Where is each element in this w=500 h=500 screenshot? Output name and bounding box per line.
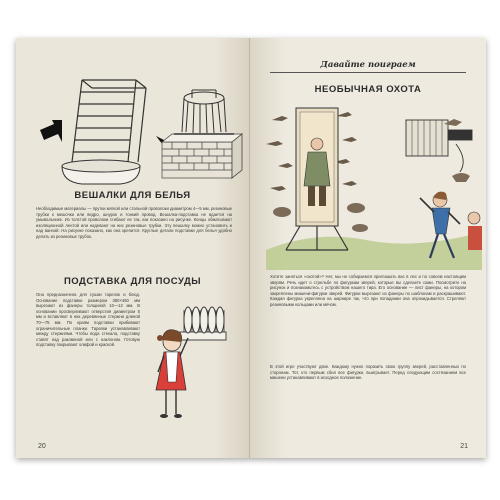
section-heading-laundry-racks: ВЕШАЛКИ ДЛЯ БЕЛЬЯ <box>74 190 191 201</box>
laundry-racks-text: Необходимые материалы — прутки мягкой или стальной проволоки диаметром 4—5 мм, резиновые трубки к мешочки или ведро, шнурок и тонкий провод. Вешалка-подставка не вдается на умывальнике. Из толстой проволоки сгибают ее так, как показано на рисунке. Концы обматывают изоляционной лентой или надевают на них резиновые трубки. Эту вешалку можно установить и над ванной. На рисунке показано, как она крепится. Круглые детали подставки для белья удобно делать из резиновых трубок. <box>36 206 232 239</box>
right-page <box>250 38 486 458</box>
article-rules-text: В этой игре участвуют двое. Каждому нужно поразить свою группу зверей, расставленных по сторонам. Тот, кто первым сбил все фигурки, выигрывает. Перед следующим состязанием все мишени устанавливают в исходное положение. <box>270 364 466 381</box>
article-heading: НЕОБЫЧНАЯ ОХОТА <box>314 84 422 95</box>
left-page <box>16 38 250 458</box>
divider <box>270 72 466 73</box>
dish-stand-text: Она предназначена для сушки тарелок и блюд. Основание подставки размером 380×450 мм вырезают из фанеры толщиной 10—12 мм. В основании просверливают отверстия диаметром 5 мм и вставляют в них деревянные стержни длиной 70—75 мм. По краям подставки прибивают ограничительные планки. Тарелки устанавливают между стержнями. Чтобы вода стекала, подставку ставят над раковиной или с наклоном. Готовую подставку покрывают олифой и краской. <box>36 292 140 348</box>
drying-rack-illustration <box>22 58 244 188</box>
page-number-right: 21 <box>460 443 468 450</box>
girl-with-dish-stand-illustration <box>140 290 240 440</box>
open-booklet <box>16 38 486 458</box>
page-number-left: 20 <box>38 443 46 450</box>
section-heading-dish-stand: ПОДСТАВКА ДЛЯ ПОСУДЫ <box>63 276 202 287</box>
shooting-gallery-illustration <box>256 100 482 270</box>
arrow-icon <box>40 120 62 142</box>
section-label: Давайте поиграем <box>320 60 416 70</box>
article-intro-text: Хотите заняться «охотой»? Нет, мы не собираемся приглашать вас в лес и по совсем настоящим зверям. Речь идет о стрельбе по фигуркам зверей, которые вы сделаете сами. Посмотрите на рисунок и познакомьтесь с устройством нашего тира. Его основание — лист фанеры, на котором закреплены мишени-фигурки зверей. Фигурки вырезают из фанеры по шаблонам и раскрашивают. Каждая фигурка укреплена на шарнире так, что при попадании она опрокидывается. Стреляют резиновыми кольцами или мячом. <box>270 274 466 307</box>
